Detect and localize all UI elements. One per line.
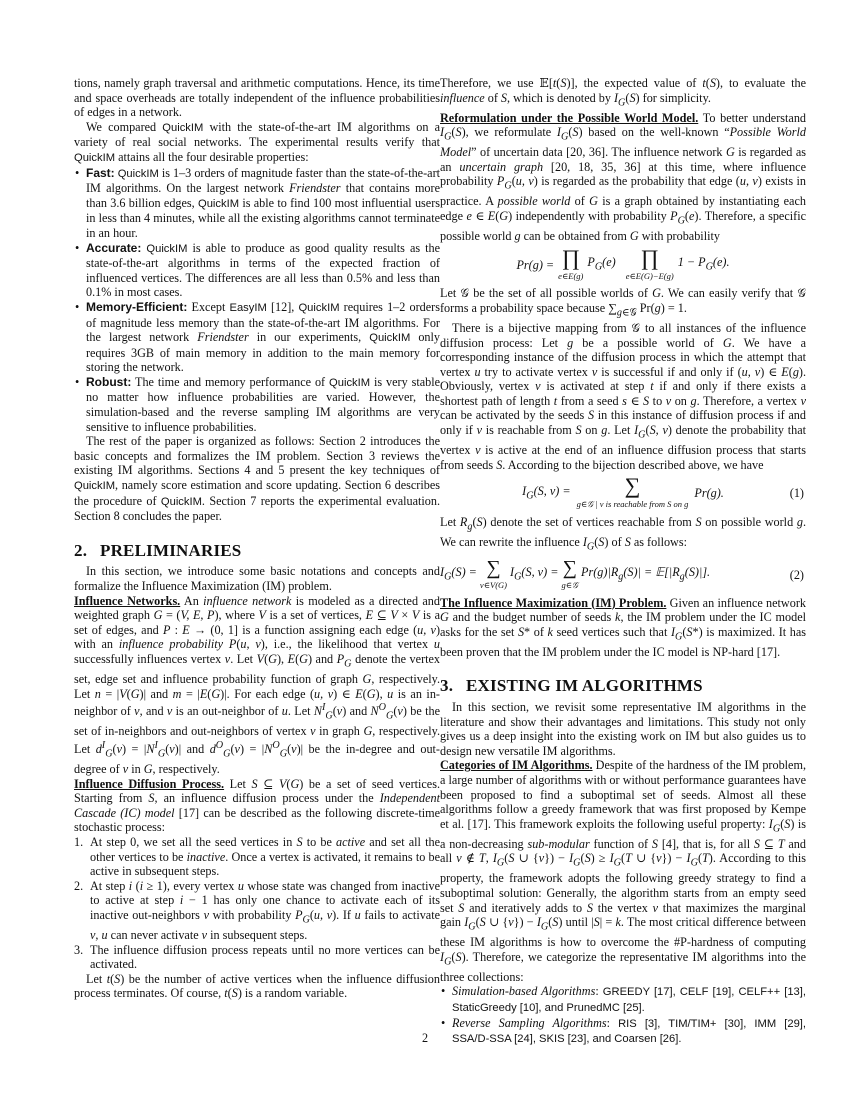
- left-column: [74, 76, 440, 1001]
- list-item: • Fast: QuickIM is 1–3 orders of magnitude faster than the state-of-the-art IM algorithms. On the largest network Friendster that contains more than 3.6 billion edges, QuickIM is able to find 100 most influential users in less than 4 minutes, while all the existing algorithms cannot terminate in an hour.: [75, 165, 441, 240]
- list-item: • Robust: The time and memory performance of QuickIM is very stable no matter how influence probabilities are varied. However, the simulation-based and the reverse sampling IM algorithms are very sensitive to influence probabilities.: [75, 374, 441, 434]
- world-set-paragraph: Let 𝒢 be the set of all possible worlds of G. We can easily verify that 𝒢 forms a probability space because $\sum_{g\in 𝒢}$ Pr(g) = 1.: [440, 286, 806, 319]
- list-item: 2. At step i (i ≥ 1), every vertex u whose state was changed from inactive to active at step i − 1 has only one chance to activate each of its inactive out-neighbors v with probability $P_G(u$, v). If u fails to activate v, u can never activate v in subsequent steps.: [74, 878, 441, 942]
- bijective-paragraph: There is a bijective mapping from 𝒢 to all instances of the influence diffusion process: Let g be a possible world of G. We have a corresponding instance of the diffusion process in which the attempt that vertex u try to activate vertex v is successful if and only if (u, v) ∈ E(g). Obviously, vertex v is activated at step t if and only if there exists a shortest path of length t from a seed s ∈ S to v on g. Therefore, a vertex v can be activated by the seeds S in this instance of diffusion process if and only if v is reachable from S on g. Let $I_G(S$, v) denote the probability that vertex v is active at the end of an influence diffusion process that starts from seeds S. According to the bijection described above, we have: [440, 320, 807, 472]
- existing-im-intro: In this section, we revisit some representative IM algorithms in the literature and show their advantages and limitations. This study not only gives us a deep insight into the existing work on IM but also guides us to design new versatile IM algorithms.: [440, 699, 806, 758]
- intro-paragraph: tions, namely graph traversal and arithmetic computations. Hence, its time and space overheads are totally independent of the influence probabilities of edges in a network.: [74, 76, 440, 120]
- properties-list: [74, 166, 440, 435]
- list-item: • Simulation-based Algorithms: GREEDY [17], CELF [19], CELF++ [13], StaticGreedy [10], and PrunedMC [25].: [441, 984, 807, 1014]
- page-number: 2: [421, 1031, 429, 1045]
- equation-number: (2): [789, 567, 804, 582]
- diffusion-paragraph: Influence Diffusion Process. Let S ⊆ V(G) be a set of seed vertices. Starting from S, an influence diffusion process under the Independent Cascade (IC) model [17] can be described as the following discrete-time stochastic process:: [74, 776, 441, 835]
- expected-value-paragraph: Therefore, we use 𝔼[t(S)], the expected value of t(S), to evaluate the influence of S, which is denoted by $I_G(S)$ for simplicity.: [440, 76, 807, 109]
- list-item: • Memory-Efficient: Except EasyIM [12], QuickIM requires 1–2 orders of magnitude less memory than the state-of-the-art IM algorithms. For the largest network Friendster in our experiments, QuickIM only requires 3GB of main memory in addition to the main memory for storing the network.: [75, 299, 440, 375]
- im-problem-paragraph: The Influence Maximization (IM) Problem. Given an influence network G and the budget number of seeds k, the IM problem under the IC model asks for the set S* of k seed vertices such that $I_G(S*)$ is maximized. It has been proven that the IM problem under the IC model is NP-hard [17].: [440, 595, 806, 659]
- organization-paragraph: The rest of the paper is organized as follows: Section 2 introduces the basic concepts and formalizes the IM problem. Section 3 reviews the existing IM algorithms. Sections 4 and 5 present the key techniques of QuickIM, namely score estimation and score updating. Section 6 describes the procedure of QuickIM. Section 7 reports the experimental evaluation. Section 8 concludes the paper.: [74, 434, 441, 524]
- section-heading-existing-im: 3. EXISTING IM ALGORITHMS: [440, 676, 703, 696]
- equation-2: $I_G(S)$ = ∑ v∈V(G) $I_G(S$, v) = ∑ g∈𝒢 $Pr(g)|R_g(S)|$ = $𝔼[|R_g(S)|]$. (2): [440, 556, 804, 590]
- right-column: [440, 76, 806, 1047]
- compare-paragraph: We compared QuickIM with the state-of-the-art IM algorithms on a variety of real social networks. The experimental results verify that QuickIM attains all the four desirable properties:: [74, 119, 440, 164]
- possible-world-paragraph: Reformulation under the Possible World Model. To better understand $I_G(S)$, we reformulate $I_G(S)$ based on the well-known “Possible World Model” of uncertain data [20, 36]. The influence network G is regarded as an uncertain graph [20, 18, 35, 36] at this time, where influence probability $P_G(u$, v) is regarded as the probability that edge (u, v) exists in practice. A possible world of G is a graph obtained by instantiating each edge e ∈ E(G) independently with probability $P_G(e)$. Therefore, a specific possible world g can be obtained from G with probability: [440, 110, 807, 244]
- reachable-set-paragraph: Let $R_g(S)$ denote the set of vertices reachable from S on possible world g. We can rewrite the influence $I_G(S)$ of S as follows:: [440, 514, 806, 553]
- preliminaries-intro: In this section, we introduce some basic notations and concepts and formalize the Influence Maximization (IM) problem.: [74, 564, 440, 593]
- influence-networks-paragraph: Influence Networks. An influence network is modeled as a directed and weighted graph G = (V, E, P), where V is a set of vertices, E ⊆ V × V is a set of edges, and P : E → (0, 1] is a function assigning each edge (u, v) with an influence probability P(u, v), i.e., the likelihood that vertex u successfully influences vertex v. Let V(G), E(G) and $P_G$ denote the vertex set, edge set and influence probability function of graph G, respectively. Let n = |V(G)| and m = |E(G)|. For each edge (u, v) ∈ E(G), u is an in-neighbor of v, and v is an out-neighbor of u. Let $N^I_G(v)$ and $N^O_G(v)$ be the set of in-neighbors and out-neighbors of vertex v in graph G, respectively. Let $d^I_G(v) = |N^I_G(v)|$ and $d^O_G(v) = |N^O_G(v)|$ be the in-degree and out-degree of v in G, respectively.: [74, 593, 441, 776]
- diffusion-steps-list: [74, 835, 440, 972]
- t-definition-paragraph: Let t(S) be the number of active vertices when the influence diffusion process terminates. Of course, t(S) is a random variable.: [74, 971, 440, 1001]
- section-heading-preliminaries: 2. PRELIMINARIES: [74, 540, 242, 560]
- list-item: 3. The influence diffusion process repeats until no more vertices can be activated.: [74, 942, 440, 972]
- equation-number: (1): [789, 486, 804, 501]
- list-item: 1. At step 0, we set all the seed vertices in S to be active and set all the other vertices to be inactive. Once a vertex is activated, it remains to be active in subsequent steps.: [74, 834, 441, 879]
- categories-paragraph: Categories of IM Algorithms. Despite of the hardness of the IM problem, a large number of algorithms with or without performance guarantees have been proposed to find a suboptimal set of seeds. Almost all these algorithms follow a greedy framework that was first proposed by Kempe et al. [17]. This framework exploits the following useful property: $I_G(S)$ is a non-decreasing sub-modular function of S [4], that is, for all S ⊆ T and all v ∉ T, $I_G(S$ ∪ $\{v\}) - I_G(S) \ge I_G(T$ ∪ $\{v\}) - I_G(T)$. According to this property, the framework adopts the following greedy strategy to find a suboptimal solution: Generally, the algorithm starts from an empty seed set S and iteratively adds to S the vertex v that maximizes the marginal gain $I_G(S$ ∪ $\{v\}) - I_G(S)$ until |S| = k. The most critical difference between these IM algorithms is how to overcome the #P-hardness of computing $I_G(S)$. Therefore, we categorize the representative IM algorithms into the three collections:: [440, 758, 807, 984]
- equation-1: $I_G(S$, v) = ∑ g∈𝒢 | v is reachable from S on g Pr(g). (1): [522, 473, 804, 510]
- list-item: • Reverse Sampling Algorithms: RIS [3], TIM/TIM+ [30], IMM [29], SSA/D-SSA [24], SKIS [23], and Coarsen [26].: [441, 1015, 807, 1046]
- possible-world-probability-equation: Pr(g) = ∏ e∈E(g) $P_G(e)$ ∏ e∈E(G)−E(g) $1 - P_G(e)$.: [516, 244, 730, 281]
- list-item: • Accurate: QuickIM is able to produce as good quality results as the state-of-the-art algorithms in terms of the expected fraction of influenced vertices. The differences are all less than 0.5% and less than 0.1% in most cases.: [75, 240, 441, 300]
